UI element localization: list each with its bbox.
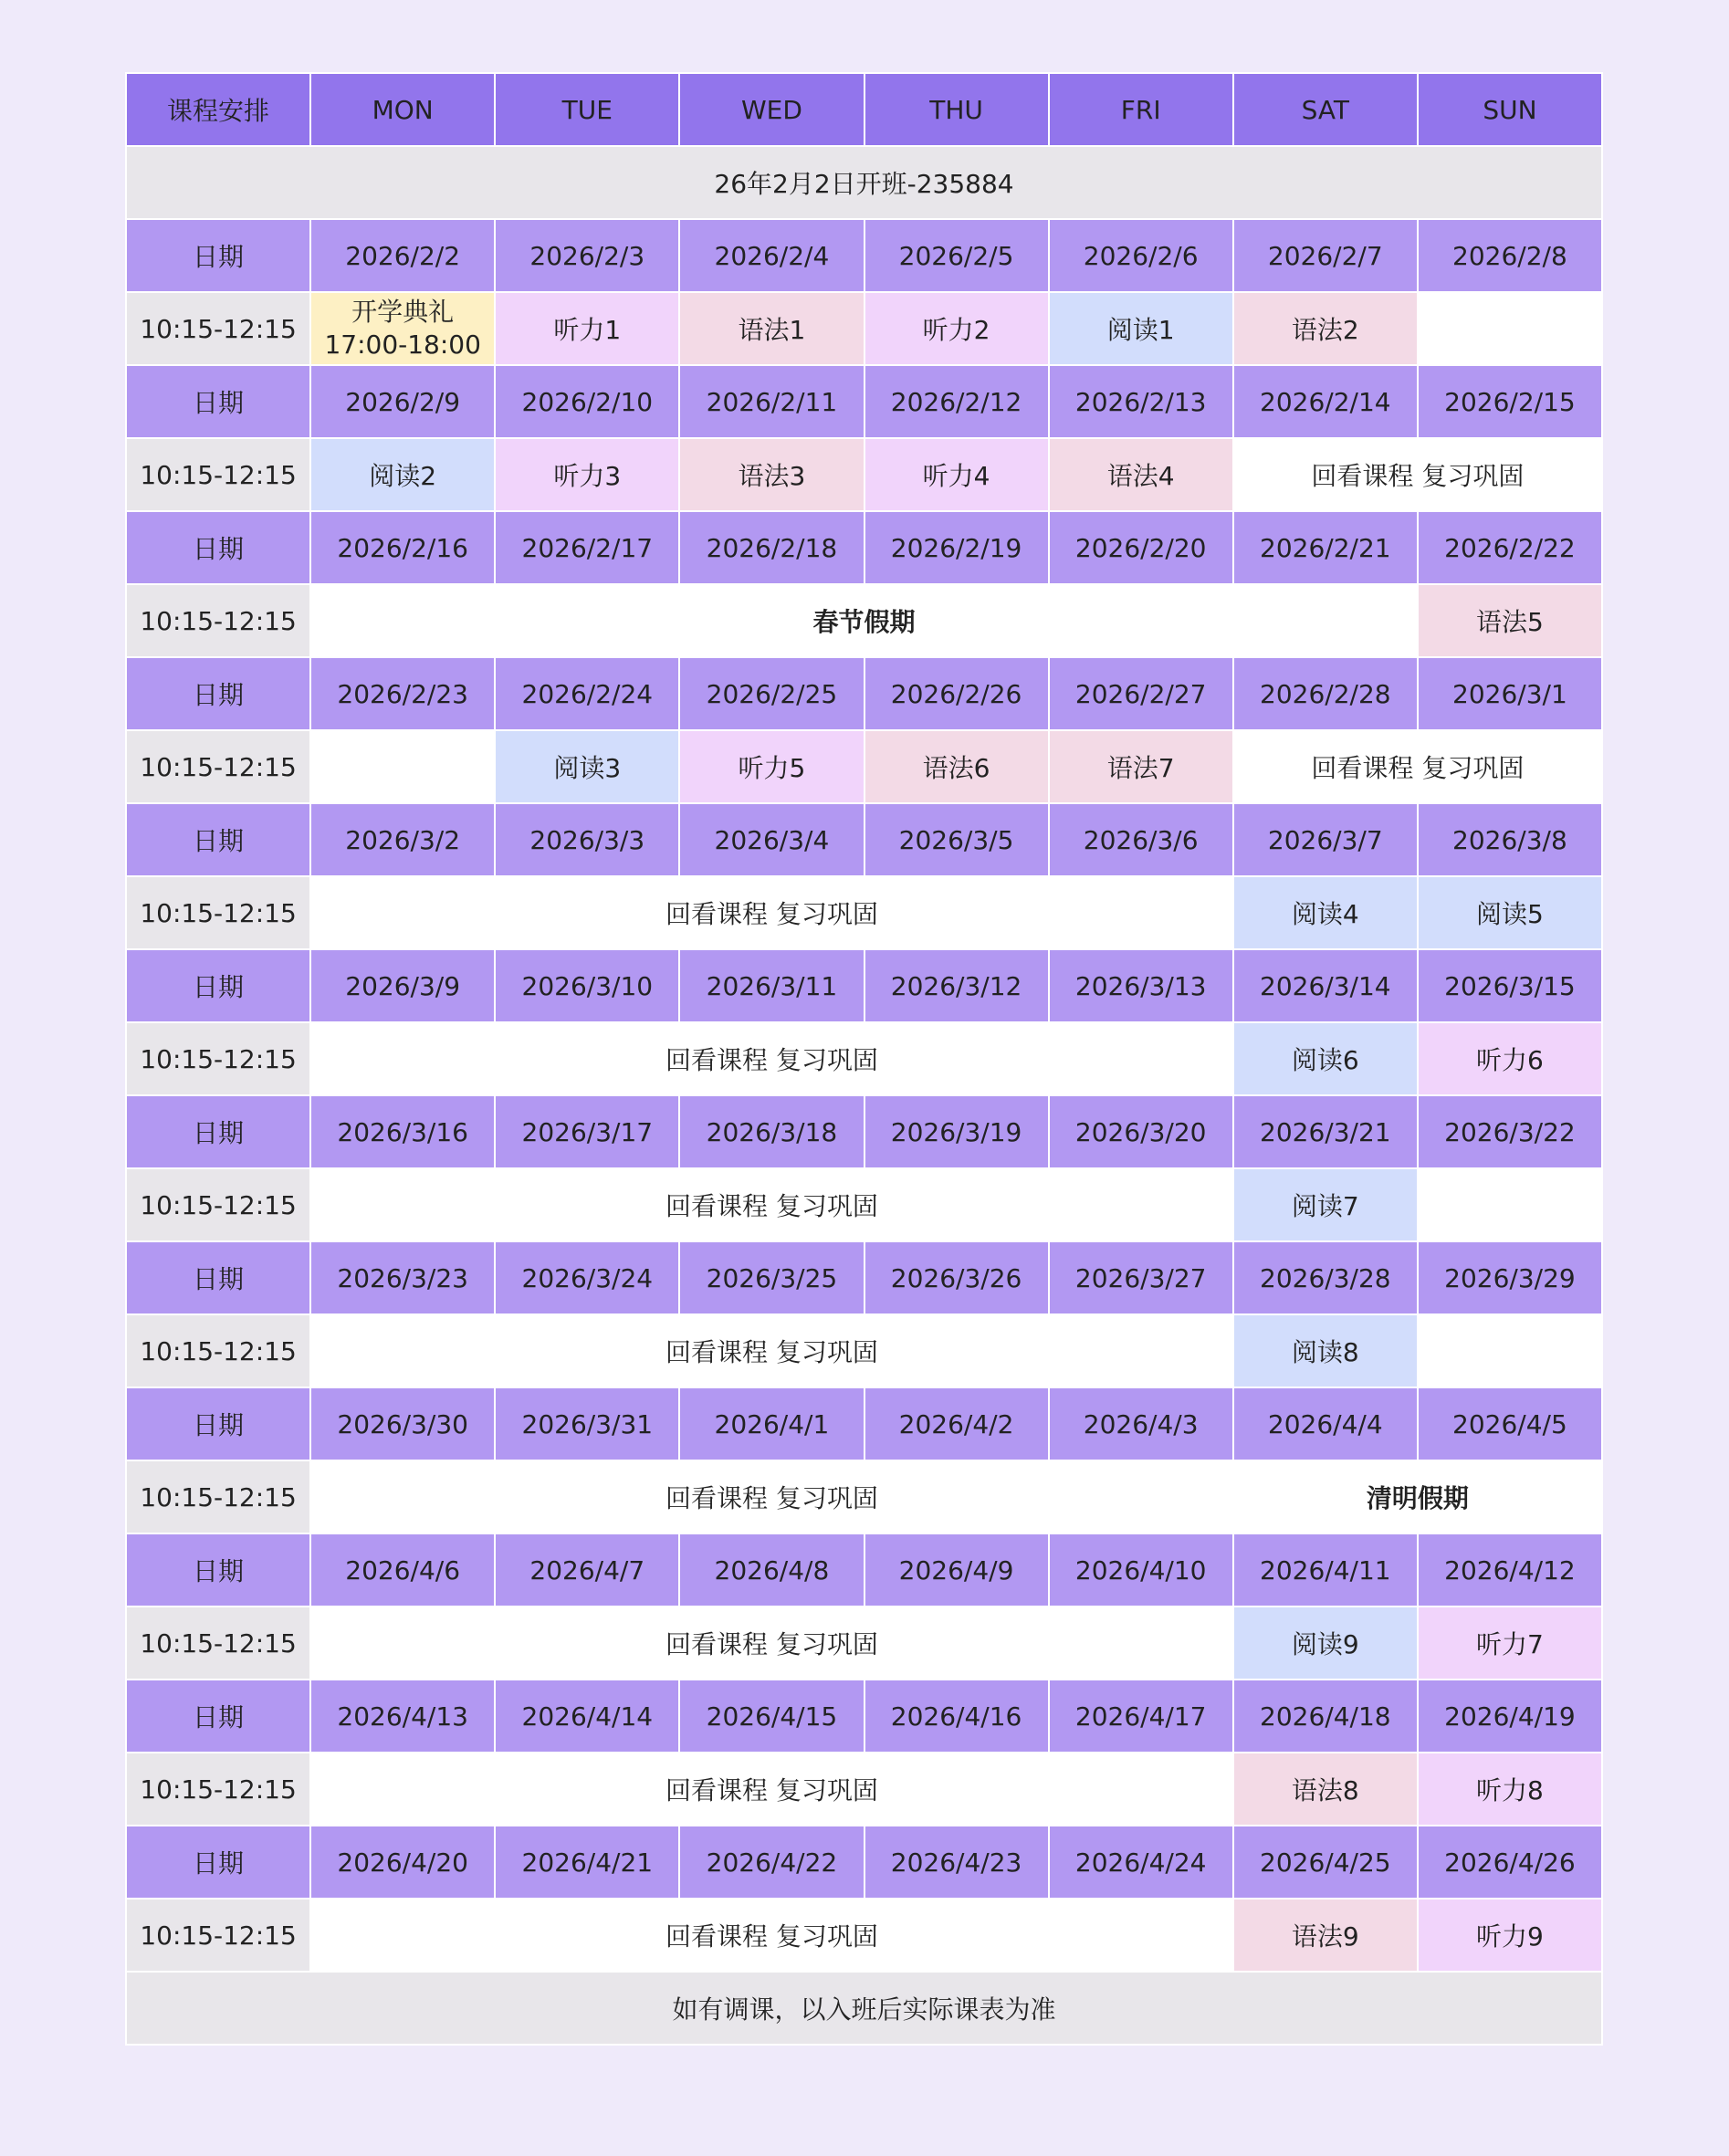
date-cell: 2026/4/15 [679,1680,864,1753]
lesson-cell: 听力8 [1418,1753,1602,1826]
header-day-fri: FRI [1049,73,1233,146]
date-label: 日期 [126,657,310,730]
lesson-cell: 回看课程 复习巩固 [310,1314,1233,1387]
date-row [126,1826,1602,1899]
lesson-line: 17:00-18:00 [324,330,481,360]
date-label: 日期 [126,803,310,876]
lesson-cell: 语法2 [1233,292,1418,365]
lesson-cell: 听力4 [864,438,1049,511]
lesson-cell: 阅读4 [1233,876,1418,949]
date-row [126,949,1602,1022]
date-row [126,657,1602,730]
lesson-row [126,1460,1602,1533]
date-cell: 2026/2/26 [864,657,1049,730]
time-label: 10:15-12:15 [126,1460,310,1533]
date-cell: 2026/2/19 [864,511,1049,584]
lesson-cell: 语法3 [679,438,864,511]
date-cell: 2026/4/8 [679,1533,864,1607]
date-cell: 2026/4/14 [495,1680,679,1753]
date-cell: 2026/2/14 [1233,365,1418,438]
class-title: 26年2月2日开班-235884 [126,146,1602,219]
lesson-row [126,1753,1602,1826]
date-cell: 2026/3/29 [1418,1241,1602,1314]
header-row [126,73,1602,146]
date-row [126,1095,1602,1168]
date-cell: 2026/4/2 [864,1387,1049,1460]
lesson-row [126,438,1602,511]
lesson-row [126,1314,1602,1387]
date-label: 日期 [126,1826,310,1899]
lesson-cell [1418,1168,1602,1241]
header-day-wed: WED [679,73,864,146]
date-cell: 2026/4/20 [310,1826,495,1899]
date-cell: 2026/2/18 [679,511,864,584]
date-cell: 2026/4/21 [495,1826,679,1899]
lesson-row [126,584,1602,657]
date-cell: 2026/2/16 [310,511,495,584]
date-cell: 2026/3/11 [679,949,864,1022]
lesson-cell: 听力6 [1418,1022,1602,1095]
time-label: 10:15-12:15 [126,876,310,949]
header-day-sun: SUN [1418,73,1602,146]
date-row [126,219,1602,292]
date-cell: 2026/4/1 [679,1387,864,1460]
date-cell: 2026/3/18 [679,1095,864,1168]
date-cell: 2026/4/5 [1418,1387,1602,1460]
date-label: 日期 [126,1533,310,1607]
lesson-cell: 阅读8 [1233,1314,1418,1387]
date-label: 日期 [126,949,310,1022]
date-cell: 2026/3/3 [495,803,679,876]
date-cell: 2026/4/12 [1418,1533,1602,1607]
date-cell: 2026/3/25 [679,1241,864,1314]
date-cell: 2026/3/10 [495,949,679,1022]
date-cell: 2026/4/16 [864,1680,1049,1753]
date-cell: 2026/2/4 [679,219,864,292]
date-cell: 2026/3/5 [864,803,1049,876]
date-cell: 2026/4/26 [1418,1826,1602,1899]
time-label: 10:15-12:15 [126,1022,310,1095]
date-cell: 2026/3/2 [310,803,495,876]
time-label: 10:15-12:15 [126,1168,310,1241]
lesson-cell: 春节假期 [310,584,1418,657]
lesson-cell [1418,1314,1602,1387]
date-row [126,1533,1602,1607]
date-label: 日期 [126,1387,310,1460]
lesson-cell: 听力5 [679,730,864,803]
date-cell: 2026/4/24 [1049,1826,1233,1899]
date-cell: 2026/3/1 [1418,657,1602,730]
lesson-cell: 回看课程 复习巩固 [310,1899,1233,1972]
time-label: 10:15-12:15 [126,584,310,657]
time-label: 10:15-12:15 [126,438,310,511]
date-cell: 2026/2/8 [1418,219,1602,292]
lesson-cell: 清明假期 [1233,1460,1602,1533]
date-cell: 2026/2/7 [1233,219,1418,292]
time-label: 10:15-12:15 [126,292,310,365]
lesson-cell: 语法8 [1233,1753,1418,1826]
date-row [126,1387,1602,1460]
date-cell: 2026/2/15 [1418,365,1602,438]
time-label: 10:15-12:15 [126,1899,310,1972]
date-cell: 2026/2/22 [1418,511,1602,584]
date-cell: 2026/3/27 [1049,1241,1233,1314]
date-cell: 2026/2/9 [310,365,495,438]
lesson-cell: 听力3 [495,438,679,511]
lesson-cell: 听力7 [1418,1607,1602,1680]
date-label: 日期 [126,365,310,438]
date-cell: 2026/2/17 [495,511,679,584]
lesson-cell: 阅读9 [1233,1607,1418,1680]
lesson-cell: 语法7 [1049,730,1233,803]
date-cell: 2026/3/23 [310,1241,495,1314]
date-cell: 2026/4/4 [1233,1387,1418,1460]
lesson-row [126,1022,1602,1095]
lesson-cell: 语法4 [1049,438,1233,511]
date-cell: 2026/2/21 [1233,511,1418,584]
date-cell: 2026/3/13 [1049,949,1233,1022]
date-cell: 2026/3/19 [864,1095,1049,1168]
lesson-cell: 语法6 [864,730,1049,803]
lesson-cell [310,730,495,803]
date-cell: 2026/4/6 [310,1533,495,1607]
lesson-cell: 回看课程 复习巩固 [310,1168,1233,1241]
date-cell: 2026/2/20 [1049,511,1233,584]
lesson-cell: 回看课程 复习巩固 [1233,730,1602,803]
lesson-cell: 语法9 [1233,1899,1418,1972]
lesson-cell [1418,292,1602,365]
date-cell: 2026/3/31 [495,1387,679,1460]
date-cell: 2026/4/11 [1233,1533,1418,1607]
date-cell: 2026/4/7 [495,1533,679,1607]
time-label: 10:15-12:15 [126,1314,310,1387]
date-cell: 2026/3/16 [310,1095,495,1168]
lesson-cell: 听力2 [864,292,1049,365]
date-cell: 2026/2/25 [679,657,864,730]
lesson-row [126,730,1602,803]
date-cell: 2026/4/10 [1049,1533,1233,1607]
lesson-row [126,292,1602,365]
time-label: 10:15-12:15 [126,1753,310,1826]
date-cell: 2026/3/30 [310,1387,495,1460]
lesson-cell: 听力9 [1418,1899,1602,1972]
date-cell: 2026/2/2 [310,219,495,292]
date-cell: 2026/2/6 [1049,219,1233,292]
date-cell: 2026/2/13 [1049,365,1233,438]
date-cell: 2026/3/14 [1233,949,1418,1022]
date-row [126,511,1602,584]
date-cell: 2026/2/12 [864,365,1049,438]
lesson-cell: 阅读3 [495,730,679,803]
header-day-thu: THU [864,73,1049,146]
footer-row [126,1972,1602,2045]
lesson-cell: 阅读5 [1418,876,1602,949]
date-cell: 2026/3/22 [1418,1095,1602,1168]
date-cell: 2026/4/18 [1233,1680,1418,1753]
date-label: 日期 [126,1680,310,1753]
date-cell: 2026/3/7 [1233,803,1418,876]
date-label: 日期 [126,219,310,292]
date-cell: 2026/3/20 [1049,1095,1233,1168]
date-cell: 2026/4/9 [864,1533,1049,1607]
footer-note: 如有调课，以入班后实际课表为准 [126,1972,1602,2045]
date-cell: 2026/4/3 [1049,1387,1233,1460]
date-cell: 2026/3/12 [864,949,1049,1022]
lesson-cell: 回看课程 复习巩固 [310,1022,1233,1095]
date-cell: 2026/3/8 [1418,803,1602,876]
date-cell: 2026/3/17 [495,1095,679,1168]
date-label: 日期 [126,511,310,584]
date-label: 日期 [126,1241,310,1314]
header-day-sat: SAT [1233,73,1418,146]
date-cell: 2026/2/23 [310,657,495,730]
date-cell: 2026/4/19 [1418,1680,1602,1753]
date-cell: 2026/4/25 [1233,1826,1418,1899]
lesson-cell: 阅读6 [1233,1022,1418,1095]
date-cell: 2026/2/11 [679,365,864,438]
lesson-cell: 回看课程 复习巩固 [310,1607,1233,1680]
date-cell: 2026/2/5 [864,219,1049,292]
date-cell: 2026/2/3 [495,219,679,292]
date-row [126,1241,1602,1314]
date-label: 日期 [126,1095,310,1168]
lesson-cell: 回看课程 复习巩固 [310,1460,1233,1533]
date-cell: 2026/3/9 [310,949,495,1022]
date-cell: 2026/3/28 [1233,1241,1418,1314]
header-day-tue: TUE [495,73,679,146]
lesson-cell: 听力1 [495,292,679,365]
lesson-cell [310,292,495,365]
lesson-cell: 阅读1 [1049,292,1233,365]
date-cell: 2026/3/15 [1418,949,1602,1022]
lesson-row [126,1899,1602,1972]
date-cell: 2026/3/24 [495,1241,679,1314]
date-cell: 2026/3/26 [864,1241,1049,1314]
lesson-cell: 回看课程 复习巩固 [310,876,1233,949]
class-title-row [126,146,1602,219]
lesson-line: 开学典礼 [351,297,455,327]
header-day-mon: MON [310,73,495,146]
date-cell: 2026/4/13 [310,1680,495,1753]
lesson-row [126,1607,1602,1680]
date-cell: 2026/3/6 [1049,803,1233,876]
date-cell: 2026/3/21 [1233,1095,1418,1168]
date-cell: 2026/3/4 [679,803,864,876]
lesson-cell: 阅读7 [1233,1168,1418,1241]
time-label: 10:15-12:15 [126,1607,310,1680]
lesson-cell: 语法5 [1418,584,1602,657]
lesson-row [126,876,1602,949]
date-cell: 2026/4/23 [864,1826,1049,1899]
date-row [126,365,1602,438]
date-cell: 2026/2/27 [1049,657,1233,730]
lesson-cell: 回看课程 复习巩固 [1233,438,1602,511]
lesson-cell: 回看课程 复习巩固 [310,1753,1233,1826]
date-cell: 2026/2/24 [495,657,679,730]
date-cell: 2026/4/22 [679,1826,864,1899]
lesson-row [126,1168,1602,1241]
date-row [126,803,1602,876]
lesson-cell: 阅读2 [310,438,495,511]
date-cell: 2026/4/17 [1049,1680,1233,1753]
lesson-cell: 语法1 [679,292,864,365]
date-cell: 2026/2/10 [495,365,679,438]
date-cell: 2026/2/28 [1233,657,1418,730]
time-label: 10:15-12:15 [126,730,310,803]
schedule-table [125,72,1603,2046]
header-corner: 课程安排 [126,73,310,146]
date-row [126,1680,1602,1753]
